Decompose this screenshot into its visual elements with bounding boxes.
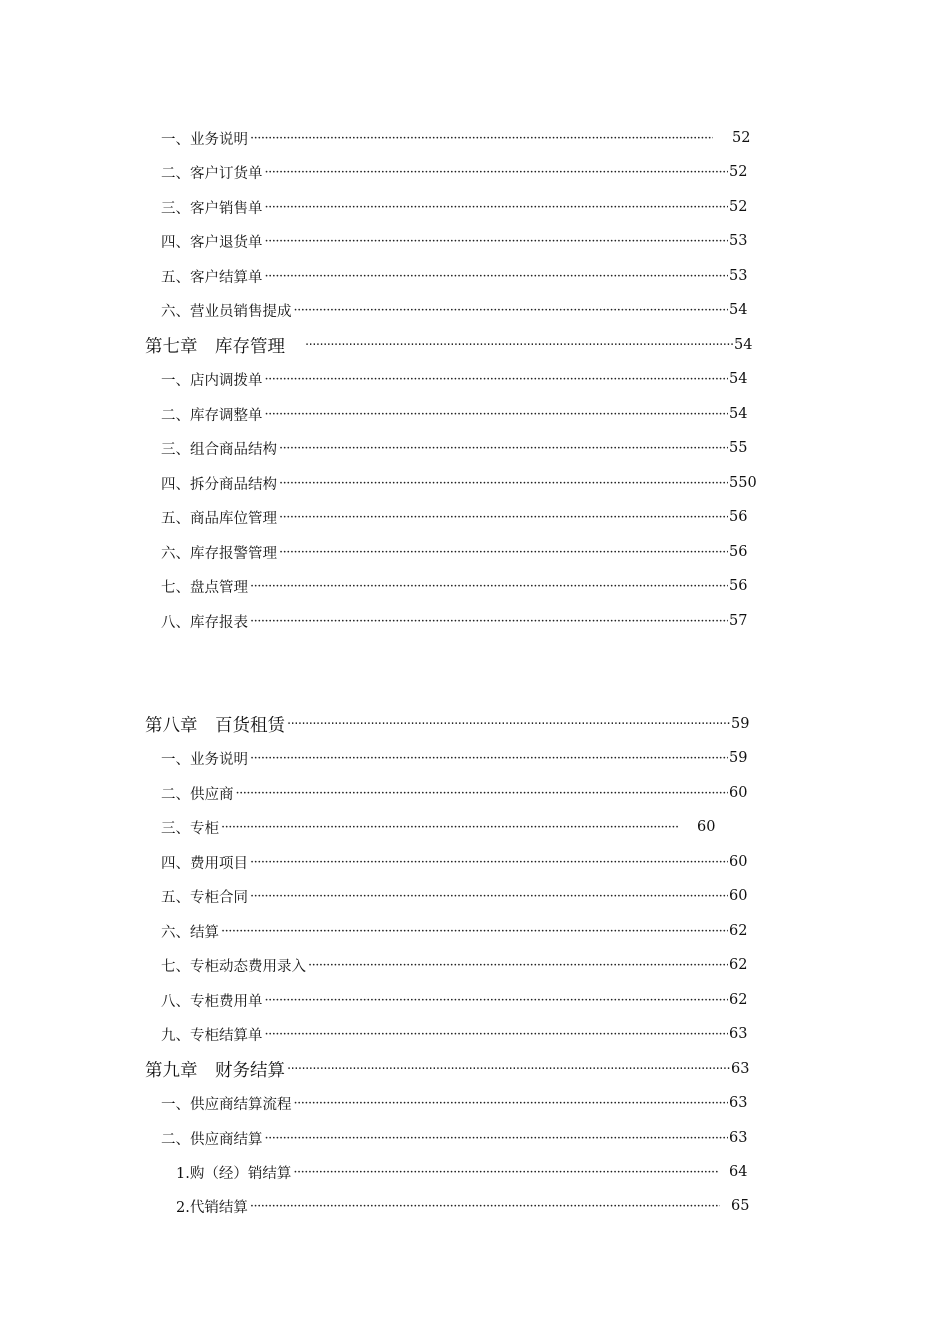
dot-leader <box>250 1199 720 1214</box>
toc-page-number: 56 <box>729 509 748 525</box>
dot-leader <box>287 1062 730 1077</box>
toc-title: 二、供应商结算 <box>161 1131 263 1148</box>
toc-title: 八、专柜费用单 <box>161 993 263 1010</box>
toc-title: 六、结算 <box>161 924 219 941</box>
toc-title: 二、客户订货单 <box>161 165 263 182</box>
dot-leader <box>265 234 729 249</box>
toc-item[interactable] <box>161 264 747 288</box>
toc-item[interactable] <box>161 1126 747 1150</box>
toc-item[interactable] <box>161 402 747 426</box>
dot-leader <box>265 1027 729 1042</box>
toc-item[interactable] <box>161 815 715 839</box>
toc-title: 四、费用项目 <box>161 855 248 872</box>
dot-leader <box>279 441 728 456</box>
dot-leader <box>250 131 713 146</box>
toc-page-number: 52 <box>729 199 748 215</box>
toc-page-number: 54 <box>734 337 753 353</box>
toc-title: 四、客户退货单 <box>161 234 263 251</box>
toc-item[interactable] <box>161 471 757 495</box>
toc-page-number: 64 <box>729 1164 748 1180</box>
dot-leader <box>294 303 729 318</box>
toc-title: 2.代销结算 <box>176 1199 248 1216</box>
toc-item[interactable] <box>161 953 747 977</box>
toc-title: 一、业务说明 <box>161 131 248 148</box>
toc-item[interactable] <box>161 850 747 874</box>
dot-leader <box>265 1131 729 1146</box>
toc-title: 二、库存调整单 <box>161 407 263 424</box>
toc-title: 五、商品库位管理 <box>161 510 277 527</box>
dot-leader <box>265 993 729 1008</box>
dot-leader <box>236 786 729 801</box>
dot-leader <box>265 372 729 387</box>
toc-page-number: 56 <box>729 544 748 560</box>
toc-item[interactable] <box>161 574 747 598</box>
dot-leader <box>250 614 728 629</box>
toc-item[interactable] <box>161 195 747 219</box>
toc-title: 五、客户结算单 <box>161 269 263 286</box>
toc-title: 1.购（经）销结算 <box>176 1165 292 1182</box>
toc-page-number: 53 <box>729 233 748 249</box>
toc-item[interactable] <box>161 160 747 184</box>
toc-title: 七、盘点管理 <box>161 579 248 596</box>
dot-leader <box>279 545 728 560</box>
toc-page-number: 62 <box>729 957 748 973</box>
toc-subitem[interactable] <box>176 1194 749 1218</box>
toc-page-number: 60 <box>729 854 748 870</box>
toc-item[interactable] <box>161 367 747 391</box>
toc-title: 七、专柜动态费用录入 <box>161 958 306 975</box>
toc-item[interactable] <box>161 746 747 770</box>
toc-page-number: 62 <box>729 992 748 1008</box>
toc-title: 六、库存报警管理 <box>161 545 277 562</box>
toc-item[interactable] <box>161 781 747 805</box>
toc-page-number: 56 <box>729 578 748 594</box>
toc-page-number: 53 <box>729 268 748 284</box>
toc-item[interactable] <box>161 1022 747 1046</box>
toc-page-number: 55 <box>729 440 748 456</box>
toc-page-number: 52 <box>732 130 751 146</box>
toc-page-number: 63 <box>729 1095 748 1111</box>
toc-page-number: 65 <box>731 1198 750 1214</box>
dot-leader <box>308 958 728 973</box>
toc-page-number: 550 <box>729 475 757 491</box>
toc-item[interactable] <box>161 436 747 460</box>
dot-leader <box>265 165 729 180</box>
toc-title: 二、供应商 <box>161 786 234 803</box>
toc-page-number: 63 <box>729 1130 748 1146</box>
dot-leader <box>265 200 729 215</box>
toc-page-number: 63 <box>731 1061 750 1077</box>
toc-title: 第九章 财务结算 <box>145 1060 285 1081</box>
toc-page-number: 59 <box>731 716 750 732</box>
dot-leader <box>265 407 729 422</box>
toc-item[interactable] <box>161 126 750 150</box>
toc-item[interactable] <box>161 609 747 633</box>
toc-title: 九、专柜结算单 <box>161 1027 263 1044</box>
toc-item[interactable] <box>161 1091 747 1115</box>
toc-title: 三、组合商品结构 <box>161 441 277 458</box>
dot-leader <box>279 476 728 491</box>
toc-page-number: 59 <box>729 750 748 766</box>
toc-page-number: 62 <box>729 923 748 939</box>
toc-title: 四、拆分商品结构 <box>161 476 277 493</box>
toc-subitem[interactable] <box>176 1160 747 1184</box>
toc-item[interactable] <box>161 505 747 529</box>
toc-title: 三、专柜 <box>161 820 219 837</box>
toc-page-number: 54 <box>729 371 748 387</box>
toc-item[interactable] <box>161 919 747 943</box>
toc-page-number: 60 <box>729 785 748 801</box>
toc-item[interactable] <box>161 540 747 564</box>
toc-item[interactable] <box>161 298 747 322</box>
toc-title: 一、供应商结算流程 <box>161 1096 292 1113</box>
dot-leader <box>221 924 728 939</box>
dot-leader <box>287 717 730 732</box>
dot-leader <box>250 855 728 870</box>
toc-title: 一、业务说明 <box>161 751 248 768</box>
dot-leader <box>250 889 728 904</box>
toc-title: 五、专柜合同 <box>161 889 248 906</box>
dot-leader <box>265 269 729 284</box>
toc-title: 第七章 库存管理 <box>145 336 285 357</box>
toc-page-number: 60 <box>697 819 716 835</box>
toc-chapter[interactable] <box>145 333 752 357</box>
toc-item[interactable] <box>161 988 747 1012</box>
toc-title: 八、库存报表 <box>161 614 248 631</box>
dot-leader <box>279 510 728 525</box>
dot-leader <box>294 1096 729 1111</box>
toc-title: 一、店内调拨单 <box>161 372 263 389</box>
toc-page-number: 54 <box>729 302 748 318</box>
toc-chapter[interactable] <box>145 1057 749 1081</box>
toc-title: 三、客户销售单 <box>161 200 263 217</box>
toc-page-number: 60 <box>729 888 748 904</box>
toc-title: 第八章 百货租赁 <box>145 715 285 736</box>
toc-title: 六、营业员销售提成 <box>161 303 292 320</box>
toc-page-number: 52 <box>729 164 748 180</box>
toc-page-number: 57 <box>729 613 748 629</box>
toc-item[interactable] <box>161 229 747 253</box>
toc-page-number: 54 <box>729 406 748 422</box>
dot-leader <box>287 338 733 353</box>
toc-chapter[interactable] <box>145 712 749 736</box>
dot-leader <box>250 751 728 766</box>
dot-leader <box>221 820 678 835</box>
dot-leader <box>250 579 728 594</box>
dot-leader <box>293 1165 718 1180</box>
toc-item[interactable] <box>161 884 747 908</box>
toc-page-number: 63 <box>729 1026 748 1042</box>
